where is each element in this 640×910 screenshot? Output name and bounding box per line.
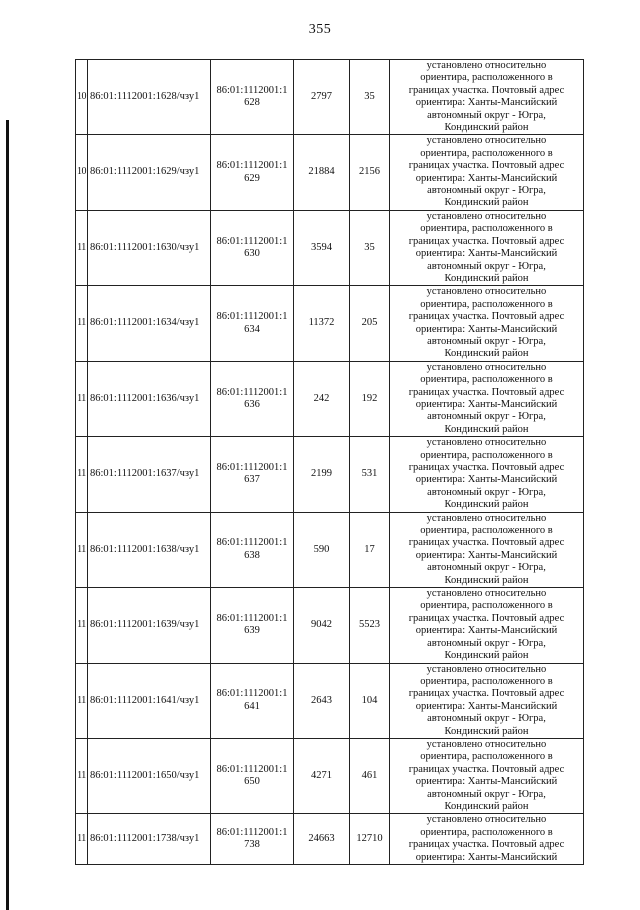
location-description-cell <box>390 814 584 865</box>
location-description-line: ориентира, расположенного в <box>420 298 553 310</box>
location-description-line: установлено относительно <box>426 286 547 298</box>
margin-binding-mark <box>6 120 9 910</box>
table-row <box>76 663 584 738</box>
cadastral-number-cell: 86:01:1112001:1630/чзу1 <box>88 210 211 285</box>
area-cell: 590 <box>294 512 350 587</box>
area-cell: 4271 <box>294 738 350 813</box>
location-description-cell <box>390 286 584 361</box>
location-description-cell <box>390 738 584 813</box>
parent-cadastral-cell: 86:01:1112001:1 641 <box>211 663 294 738</box>
location-description-line: ориентира: Ханты-Мансийский <box>415 625 558 637</box>
location-description-cell <box>390 437 584 512</box>
cadastral-number-cell: 86:01:1112001:1636/чзу1 <box>88 361 211 436</box>
cadastral-number-cell: 86:01:1112001:1634/чзу1 <box>88 286 211 361</box>
location-description-line: автономный округ - Югра, <box>427 788 546 800</box>
location-description-line: ориентира, расположенного в <box>420 72 553 84</box>
parent-cadastral-cell: 86:01:1112001:1 634 <box>211 286 294 361</box>
location-description-line: ориентира: Ханты-Мансийский <box>415 776 558 788</box>
parent-cadastral-cell: 86:01:1112001:1 637 <box>211 437 294 512</box>
parent-cadastral-cell: 86:01:1112001:1 630 <box>211 210 294 285</box>
location-description-line: ориентира, расположенного в <box>420 826 553 838</box>
parent-cadastral-cell: 86:01:1112001:1 639 <box>211 588 294 663</box>
location-description-line: установлено относительно <box>426 588 547 600</box>
location-description-line: автономный округ - Югра, <box>427 185 546 197</box>
location-description-line: установлено относительно <box>426 738 547 750</box>
table-row <box>76 210 584 285</box>
location-description-line: ориентира, расположенного в <box>420 374 553 386</box>
location-description-line: границах участка. Почтовый адрес <box>408 311 565 323</box>
location-description-line: ориентира, расположенного в <box>420 449 553 461</box>
parent-cadastral-cell: 86:01:1112001:1 650 <box>211 738 294 813</box>
location-description-line: границах участка. Почтовый адрес <box>408 537 565 549</box>
location-description-line: границах участка. Почтовый адрес <box>408 160 565 172</box>
table-row <box>76 512 584 587</box>
location-description-line: ориентира: Ханты-Мансийский <box>415 549 558 561</box>
table-row <box>76 60 584 135</box>
location-description-line: границах участка. Почтовый адрес <box>408 462 565 473</box>
table-row <box>76 286 584 361</box>
area-cell: 2199 <box>294 437 350 512</box>
cadastral-number-cell: 86:01:1112001:1641/чзу1 <box>88 663 211 738</box>
location-description-line: ориентира, расположенного в <box>420 147 553 159</box>
row-number-cell: 11 <box>76 663 88 738</box>
row-number-cell: 11 <box>76 512 88 587</box>
location-description-cell <box>390 210 584 285</box>
location-description-line: Кондинский район <box>444 272 529 284</box>
encumbrance-area-cell: 35 <box>350 60 390 135</box>
location-description-line: автономный округ - Югра, <box>427 637 546 649</box>
encumbrance-area-cell: 12710 <box>350 814 390 865</box>
row-number-cell: 11 <box>76 286 88 361</box>
location-description-line: автономный округ - Югра, <box>427 486 546 498</box>
area-cell: 24663 <box>294 814 350 865</box>
location-description-line: границах участка. Почтовый адрес <box>408 688 565 700</box>
row-number-cell: 10 <box>76 60 88 135</box>
location-description-line: границах участка. Почтовый адрес <box>408 612 565 624</box>
encumbrance-area-cell: 192 <box>350 361 390 436</box>
encumbrance-area-cell: 35 <box>350 210 390 285</box>
location-description-line: ориентира: Ханты-Мансийский <box>415 700 558 712</box>
location-description-cell <box>390 135 584 210</box>
cadastral-number-cell: 86:01:1112001:1650/чзу1 <box>88 738 211 813</box>
registry-table-body <box>76 60 584 865</box>
cadastral-number-cell: 86:01:1112001:1629/чзу1 <box>88 135 211 210</box>
location-description-line: автономный округ - Югра, <box>427 713 546 725</box>
encumbrance-area-cell: 205 <box>350 286 390 361</box>
page-number: 355 <box>308 22 332 37</box>
location-description-line: границах участка. Почтовый адрес <box>408 84 565 96</box>
location-description-line: Кондинский район <box>444 197 529 209</box>
location-description-line: ориентира: Ханты-Мансийский <box>415 851 558 863</box>
parent-cadastral-cell: 86:01:1112001:1 629 <box>211 135 294 210</box>
row-number-cell: 11 <box>76 437 88 512</box>
location-description-cell <box>390 663 584 738</box>
row-number-cell: 11 <box>76 210 88 285</box>
table-row <box>76 361 584 436</box>
location-description-line: границах участка. Почтовый адрес <box>408 235 565 247</box>
encumbrance-area-cell: 531 <box>350 437 390 512</box>
location-description-line: Кондинский район <box>444 423 529 435</box>
area-cell: 9042 <box>294 588 350 663</box>
area-cell: 242 <box>294 361 350 436</box>
location-description-line: установлено относительно <box>426 663 547 675</box>
location-description-line: автономный округ - Югра, <box>427 335 546 347</box>
row-number-cell: 10 <box>76 135 88 210</box>
location-description-line: ориентира: Ханты-Мансийский <box>415 323 558 335</box>
cadastral-number-cell: 86:01:1112001:1637/чзу1 <box>88 437 211 512</box>
encumbrance-area-cell: 2156 <box>350 135 390 210</box>
location-description-line: автономный округ - Югра, <box>427 260 546 272</box>
row-number-cell: 11 <box>76 814 88 865</box>
cadastral-number-cell: 86:01:1112001:1638/чзу1 <box>88 512 211 587</box>
location-description-line: границах участка. Почтовый адрес <box>408 763 565 775</box>
parent-cadastral-cell: 86:01:1112001:1 628 <box>211 60 294 135</box>
location-description-line: установлено относительно <box>426 512 547 524</box>
location-description-cell <box>390 512 584 587</box>
parent-cadastral-cell: 86:01:1112001:1 738 <box>211 814 294 865</box>
location-description-line: границах участка. Почтовый адрес <box>408 839 565 851</box>
location-description-line: ориентира: Ханты-Мансийский <box>415 248 558 260</box>
location-description-line: установлено относительно <box>426 361 547 373</box>
location-description-line: Кондинский район <box>444 574 529 586</box>
location-description-line: Кондинский район <box>444 499 529 511</box>
location-description-line: ориентира: Ханты-Мансийский <box>415 172 558 184</box>
cadastral-number-cell: 86:01:1112001:1738/чзу1 <box>88 814 211 865</box>
table-row <box>76 738 584 813</box>
encumbrance-area-cell: 104 <box>350 663 390 738</box>
encumbrance-area-cell: 17 <box>350 512 390 587</box>
area-cell: 11372 <box>294 286 350 361</box>
encumbrance-area-cell: 5523 <box>350 588 390 663</box>
location-description-line: ориентира: Ханты-Мансийский <box>415 398 558 410</box>
area-cell: 2797 <box>294 60 350 135</box>
table-row <box>76 588 584 663</box>
location-description-line: установлено относительно <box>426 437 547 449</box>
area-cell: 21884 <box>294 135 350 210</box>
location-description-line: ориентира: Ханты-Мансийский <box>415 474 558 486</box>
location-description-line: Кондинский район <box>444 725 529 737</box>
location-description-line: Кондинский район <box>444 122 529 134</box>
land-plot-registry-table <box>75 59 584 865</box>
location-description-line: ориентира, расположенного в <box>420 600 553 612</box>
table-row <box>76 437 584 512</box>
location-description-line: Кондинский район <box>444 348 529 360</box>
location-description-line: установлено относительно <box>426 60 547 71</box>
table-row <box>76 135 584 210</box>
area-cell: 2643 <box>294 663 350 738</box>
location-description-line: границах участка. Почтовый адрес <box>408 386 565 398</box>
cadastral-number-cell: 86:01:1112001:1628/чзу1 <box>88 60 211 135</box>
location-description-cell <box>390 60 584 135</box>
location-description-line: Кондинский район <box>444 650 529 662</box>
row-number-cell: 11 <box>76 738 88 813</box>
location-description-line: автономный округ - Югра, <box>427 411 546 423</box>
location-description-line: ориентира, расположенного в <box>420 223 553 235</box>
table-row <box>76 814 584 865</box>
location-description-cell <box>390 361 584 436</box>
location-description-line: автономный округ - Югра, <box>427 562 546 574</box>
location-description-line: автономный округ - Югра, <box>427 109 546 121</box>
location-description-line: Кондинский район <box>444 800 529 812</box>
location-description-line: установлено относительно <box>426 814 547 826</box>
location-description-line: ориентира, расположенного в <box>420 751 553 763</box>
location-description-cell <box>390 588 584 663</box>
location-description-line: установлено относительно <box>426 210 547 222</box>
location-description-line: ориентира, расположенного в <box>420 675 553 687</box>
encumbrance-area-cell: 461 <box>350 738 390 813</box>
row-number-cell: 11 <box>76 361 88 436</box>
parent-cadastral-cell: 86:01:1112001:1 636 <box>211 361 294 436</box>
area-cell: 3594 <box>294 210 350 285</box>
cadastral-number-cell: 86:01:1112001:1639/чзу1 <box>88 588 211 663</box>
location-description-line: ориентира, расположенного в <box>420 525 553 537</box>
location-description-line: установлено относительно <box>426 135 547 147</box>
row-number-cell: 11 <box>76 588 88 663</box>
parent-cadastral-cell: 86:01:1112001:1 638 <box>211 512 294 587</box>
location-description-line: ориентира: Ханты-Мансийский <box>415 97 558 109</box>
